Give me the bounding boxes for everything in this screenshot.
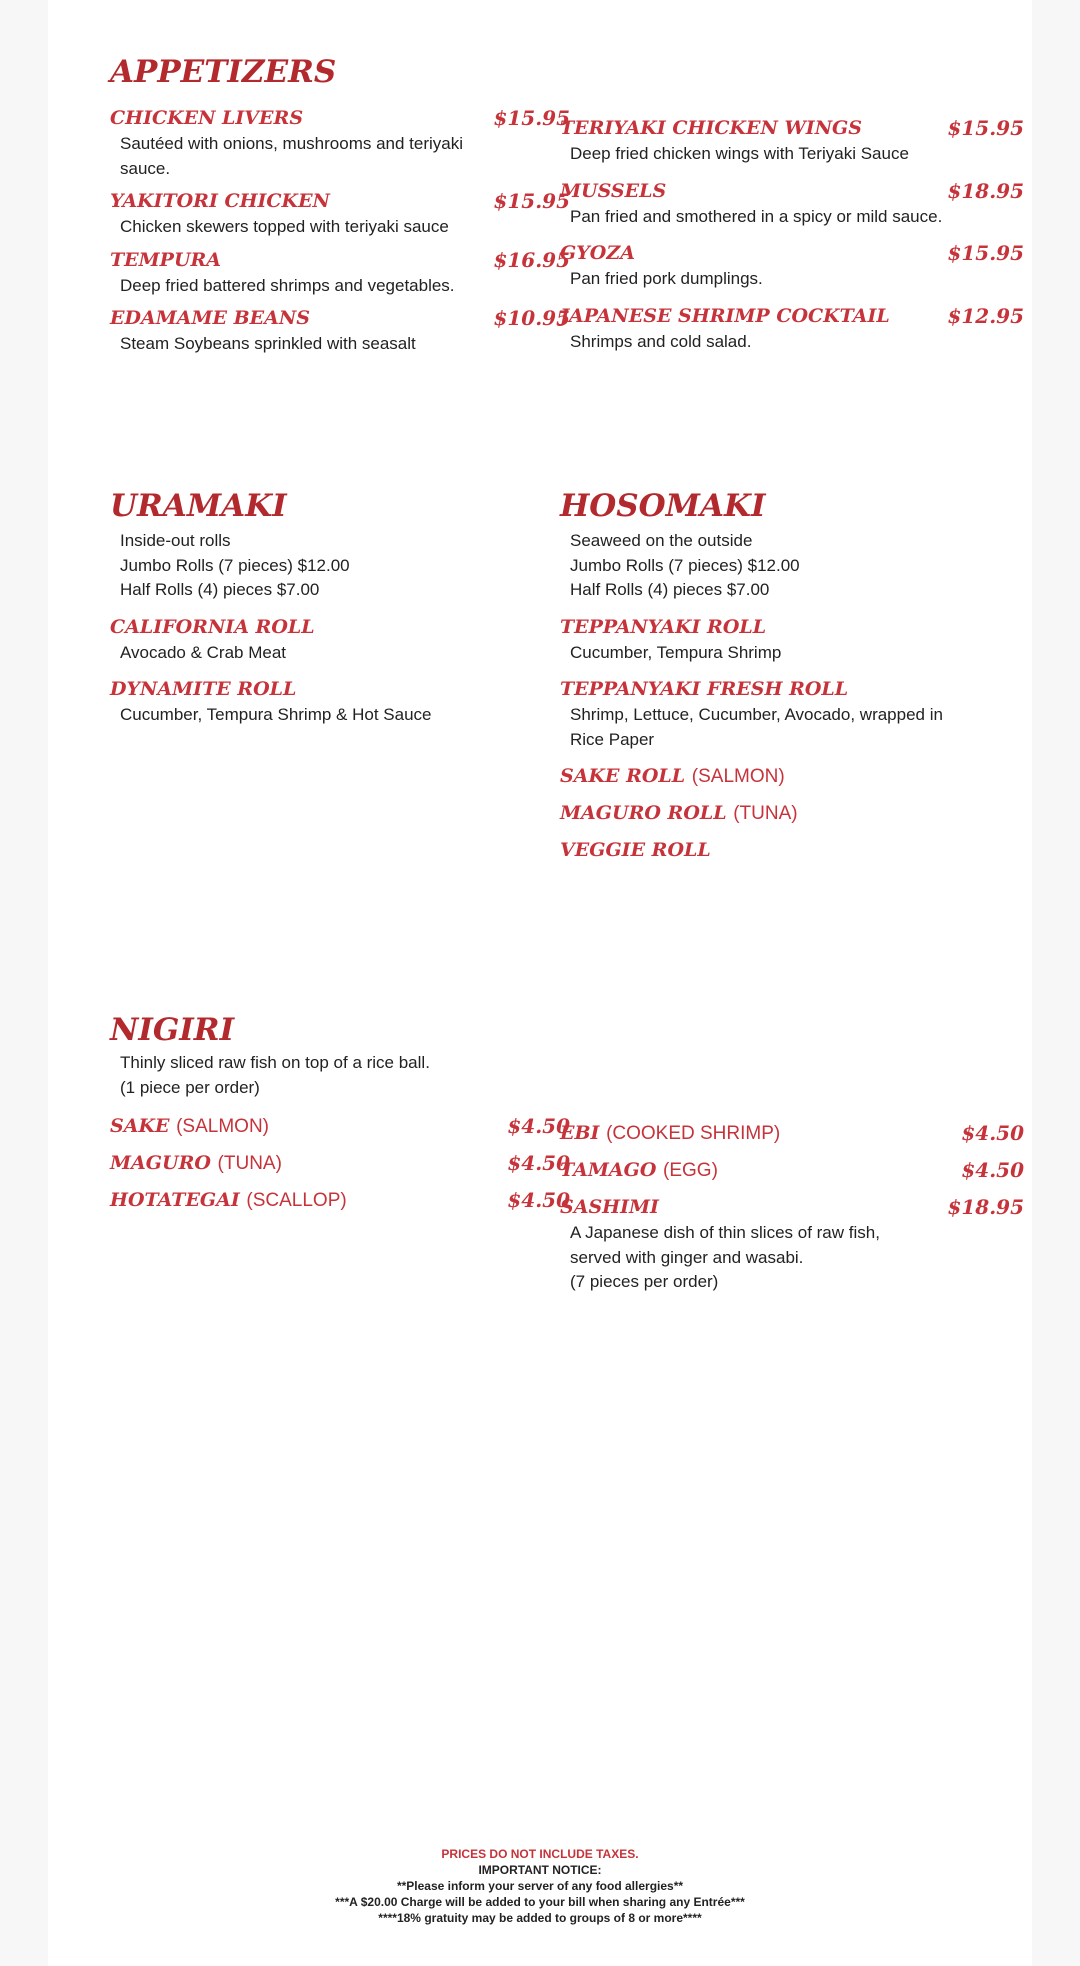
item-description: Steam Soybeans sprinkled with seasalt — [120, 334, 416, 353]
menu-item — [110, 246, 570, 299]
item-name: JAPANESE SHRIMP COCKTAIL — [560, 304, 890, 327]
section-title-hosomaki: HOSOMAKI — [560, 488, 766, 524]
item-name: TEPPANYAKI FRESH ROLL — [560, 678, 849, 700]
item-subname: (TUNA) — [217, 1153, 282, 1174]
item-name: CALIFORNIA ROLL — [110, 615, 315, 638]
item-name-text: MAGURO ROLL — [560, 802, 727, 824]
gratuity-notice: ****18% gratuity may be added to groups of 8 or more**** — [378, 1911, 702, 1925]
important-notice-heading: IMPORTANT NOTICE: — [478, 1863, 602, 1877]
taxes-notice: PRICES DO NOT INCLUDE TAXES. — [441, 1847, 639, 1861]
item-name: TEMPURA — [110, 248, 222, 271]
item-description: Cucumber, Tempura Shrimp — [570, 642, 782, 662]
item-name: EDAMAME BEANS — [110, 307, 310, 329]
menu-item — [560, 675, 1024, 752]
item-description: Sautéed with onions, mushrooms and teriyaki sauce. — [120, 134, 464, 178]
item-price: $15.95 — [493, 106, 570, 130]
footer-notice — [0, 1846, 1080, 1926]
item-description: Deep fried battered shrimps and vegetables. — [120, 275, 455, 295]
menu-item — [560, 177, 1024, 230]
item-description: Deep fried chicken wings with Teriyaki Sauce — [570, 144, 909, 163]
menu-item — [560, 762, 1024, 790]
item-name: GYOZA — [560, 242, 635, 264]
item-name-text: EBI — [560, 1122, 600, 1144]
item-price: $4.50 — [507, 1188, 570, 1212]
menu-item — [110, 104, 570, 181]
item-name: YAKITORI CHICKEN — [110, 190, 330, 212]
item-name — [560, 762, 785, 791]
item-price: $4.50 — [507, 1114, 570, 1138]
item-name: CHICKEN LIVERS — [110, 107, 304, 129]
item-description: Cucumber, Tempura Shrimp & Hot Sauce — [120, 705, 432, 724]
item-price: $4.50 — [961, 1121, 1024, 1145]
item-description: Chicken skewers topped with teriyaki sauce — [120, 217, 449, 236]
menu-item — [110, 304, 570, 357]
menu-item — [110, 1112, 570, 1140]
uramaki-column — [110, 529, 570, 728]
section-title-nigiri: NIGIRI — [110, 1012, 235, 1048]
item-name — [560, 1119, 780, 1148]
menu-item — [110, 1149, 570, 1177]
item-description: Shrimps and cold salad. — [570, 331, 752, 351]
menu-item — [110, 613, 570, 666]
intro-line: Jumbo Rolls (7 pieces) $12.00 — [120, 555, 350, 575]
item-name-text: MAGURO — [110, 1152, 211, 1174]
intro-line: Seaweed on the outside — [570, 531, 753, 550]
intro-line: Half Rolls (4) pieces $7.00 — [570, 580, 770, 599]
section-intro — [120, 1051, 570, 1100]
intro-line: Half Rolls (4) pieces $7.00 — [120, 580, 320, 599]
item-price: $15.95 — [947, 241, 1024, 265]
item-subname: (SCALLOP) — [246, 1190, 347, 1211]
sharing-charge-notice: ***A $20.00 Charge will be added to your bill when sharing any Entrée*** — [335, 1895, 745, 1909]
item-subname: (SALMON) — [691, 766, 785, 787]
item-price: $18.95 — [947, 1195, 1024, 1219]
item-name — [110, 1149, 282, 1178]
item-price: $4.50 — [507, 1151, 570, 1175]
menu-item — [110, 1186, 570, 1214]
item-name — [560, 799, 798, 828]
menu-item — [560, 613, 1024, 666]
item-subname: (TUNA) — [733, 803, 798, 824]
item-price: $16.95 — [493, 247, 570, 272]
intro-line: Inside-out rolls — [120, 531, 231, 550]
description-line: (7 pieces per order) — [570, 1272, 719, 1291]
item-name: VEGGIE ROLL — [560, 839, 711, 861]
menu-item — [560, 1193, 1024, 1295]
item-name-text: SAKE — [110, 1115, 170, 1137]
item-name: MUSSELS — [560, 179, 667, 202]
menu-item — [560, 836, 1024, 864]
item-description: Shrimp, Lettuce, Cucumber, Avocado, wrapped in Rice Paper — [570, 705, 943, 749]
item-name — [110, 1112, 269, 1141]
item-price: $10.95 — [493, 306, 570, 330]
item-name: SASHIMI — [560, 1196, 659, 1218]
section-title-appetizers: APPETIZERS — [110, 54, 337, 90]
item-name — [560, 1156, 718, 1185]
item-price: $4.50 — [961, 1158, 1024, 1182]
item-price: $12.95 — [947, 303, 1024, 328]
item-description: Pan fried and smothered in a spicy or mild sauce. — [570, 206, 943, 226]
item-name: DYNAMITE ROLL — [110, 678, 297, 700]
appetizers-left-column — [110, 104, 570, 357]
menu-item — [560, 114, 1024, 167]
item-name-text: HOTATEGAI — [110, 1189, 240, 1211]
item-subname: (SALMON) — [176, 1116, 269, 1137]
item-price: $15.95 — [493, 189, 570, 213]
item-price: $18.95 — [947, 178, 1024, 203]
nigiri-right-column — [560, 1119, 1024, 1295]
menu-item — [110, 187, 570, 240]
item-price: $15.95 — [947, 116, 1024, 140]
section-intro — [120, 529, 570, 603]
item-name: TEPPANYAKI ROLL — [560, 615, 767, 638]
appetizers-right-column — [560, 114, 1024, 354]
section-title-uramaki: URAMAKI — [110, 488, 287, 524]
nigiri-left-column — [110, 1051, 570, 1214]
item-name-text: SAKE ROLL — [560, 765, 686, 787]
menu-page — [48, 0, 1032, 1966]
section-intro — [570, 529, 1024, 603]
item-subname: (COOKED SHRIMP) — [606, 1123, 781, 1144]
item-name — [110, 1186, 347, 1215]
item-name: TERIYAKI CHICKEN WINGS — [560, 117, 863, 139]
item-name-text: TAMAGO — [560, 1159, 657, 1181]
intro-line: Thinly sliced raw fish on top of a rice ball. — [120, 1053, 430, 1072]
menu-item — [560, 1119, 1024, 1147]
item-description — [570, 1221, 1024, 1295]
item-subname: (EGG) — [663, 1160, 718, 1181]
allergy-notice: **Please inform your server of any food allergies** — [396, 1879, 684, 1893]
menu-item — [560, 302, 1024, 355]
hosomaki-column — [560, 529, 1024, 864]
menu-item — [110, 675, 570, 728]
menu-item — [560, 799, 1024, 827]
intro-line: (1 piece per order) — [120, 1077, 260, 1097]
item-description: Avocado & Crab Meat — [120, 642, 286, 662]
menu-item — [560, 239, 1024, 292]
item-description: Pan fried pork dumplings. — [570, 269, 763, 288]
intro-line: Jumbo Rolls (7 pieces) $12.00 — [570, 555, 800, 575]
description-line: served with ginger and wasabi. — [570, 1247, 804, 1267]
description-line: A Japanese dish of thin slices of raw fish, — [570, 1223, 880, 1242]
menu-item — [560, 1156, 1024, 1184]
